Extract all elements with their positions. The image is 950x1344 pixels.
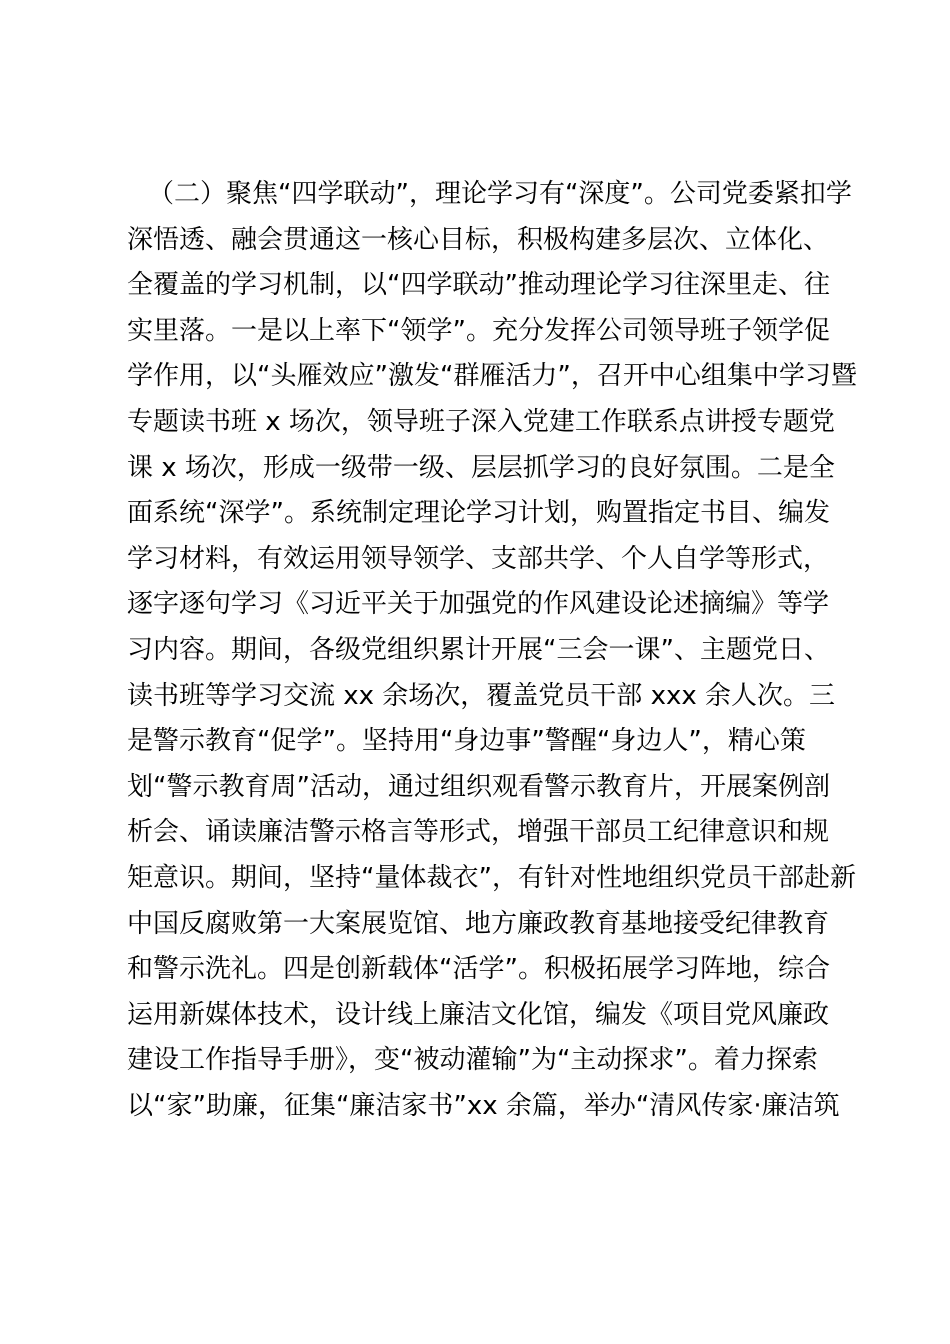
paragraph-line: 划“警示教育周”活动，通过组织观看警示教育片，开展案例剖 xyxy=(127,771,830,802)
paragraph-line: 逐字逐句学习《习近平关于加强党的作风建设论述摘编》等学 xyxy=(127,589,830,620)
paragraph-line: 课 x 场次，形成一级带一级、层层抓学习的良好氛围。二是全 xyxy=(127,452,835,483)
paragraph-line: 析会、诵读廉洁警示格言等形式，增强干部员工纪律意识和规 xyxy=(127,817,830,848)
body-paragraph xyxy=(127,172,857,1129)
paragraph-line: 习内容。期间，各级党组织累计开展“三会一课”、主题党日、 xyxy=(127,634,830,665)
paragraph-line: 是警示教育“促学”。坚持用“身边事”警醒“身边人”，精心策 xyxy=(127,726,806,757)
paragraph-line: 以“家”助廉，征集“廉洁家书”xx 余篇，举办“清风传家·廉洁筑 xyxy=(127,1090,840,1121)
paragraph-line: 读书班等学习交流 xx 余场次，覆盖党员干部 xxx 余人次。三 xyxy=(127,680,835,711)
paragraph-line: 和警示洗礼。四是创新载体“活学”。积极拓展学习阵地，综合 xyxy=(127,954,830,985)
paragraph-line: 实里落。一是以上率下“领学”。充分发挥公司领导班子领学促 xyxy=(127,315,830,346)
paragraph-line: 运用新媒体技术，设计线上廉洁文化馆，编发《项目党风廉政 xyxy=(127,999,830,1030)
paragraph-line: 面系统“深学”。系统制定理论学习计划，购置指定书目、编发 xyxy=(127,498,830,529)
paragraph-line: 中国反腐败第一大案展览馆、地方廉政教育基地接受纪律教育 xyxy=(127,908,830,939)
paragraph-line: 深悟透、融会贯通这一核心目标，积极构建多层次、立体化、 xyxy=(127,224,830,255)
paragraph-line: 全覆盖的学习机制，以“四学联动”推动理论学习往深里走、往 xyxy=(127,270,830,301)
paragraph-line: （二）聚焦“四学联动”，理论学习有“深度”。公司党委紧扣学 xyxy=(148,179,852,209)
paragraph-line: 建设工作指导手册》，变“被动灌输”为“主动探求”。着力探索 xyxy=(127,1045,818,1076)
paragraph-line: 矩意识。期间，坚持“量体裁衣”，有针对性地组织党员干部赴新 xyxy=(127,862,856,893)
paragraph-line: 学习材料，有效运用领导领学、支部共学、个人自学等形式， xyxy=(127,543,830,574)
paragraph-line: 学作用，以“头雁效应”激发“群雁活力”，召开中心组集中学习暨 xyxy=(127,361,857,392)
paragraph-line: 专题读书班 x 场次，领导班子深入党建工作联系点讲授专题党 xyxy=(127,406,835,437)
